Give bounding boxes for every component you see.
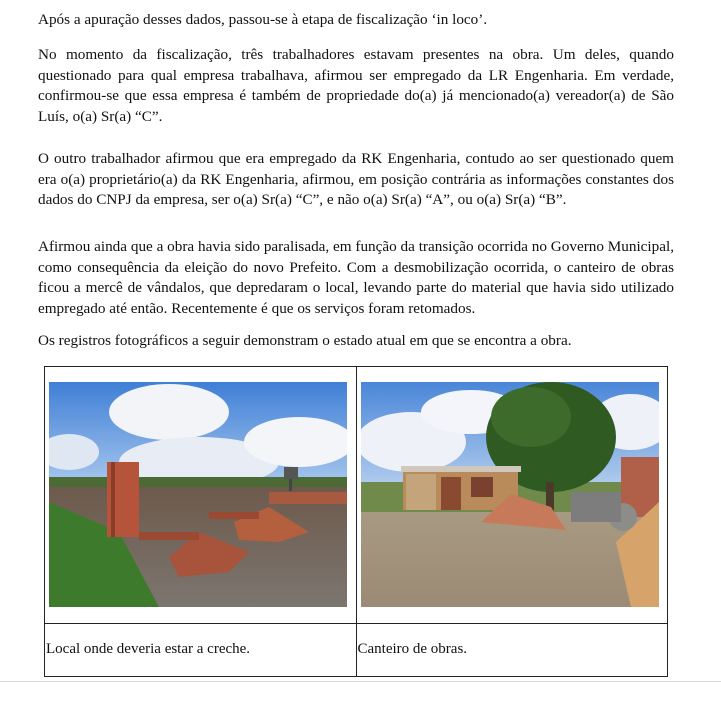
paragraph-work-stoppage: Afirmou ainda que a obra havia sido paralisada, em função da transição ocorrida no Governo Municipal, como consequência da eleição do novo Prefeito. Com a desmobilização ocorrida, o canteiro de obras ficou a mercê de vândalos, que depredaram o local, levando parte do material que havia sido utilizado empregado até então. Recentemente é que os serviços foram retomados. xyxy=(38,238,674,317)
photo-cell xyxy=(45,367,357,624)
viewer-background xyxy=(0,682,721,721)
paragraph-inspection-intro: Após a apuração desses dados, passou-se à etapa de fiscalização ‘in loco’. xyxy=(38,11,488,28)
photo-construction-site xyxy=(361,382,659,607)
construction-site-image xyxy=(361,382,659,607)
caption-cell xyxy=(45,623,357,676)
photo-caption-construction-site: Canteiro de obras. xyxy=(357,641,468,658)
photo-caption-demolished-site: Local onde deveria estar a creche. xyxy=(46,641,251,658)
paragraph-photo-intro: Os registros fotográficos a seguir demonstram o estado atual em que se encontra a obra. xyxy=(38,332,572,349)
paragraph-second-worker: O outro trabalhador afirmou que era empregado da RK Engenharia, contudo ao ser questionado quem era o(a) proprietário(a) da RK Engenharia, afirmou, em posição contrária as informações constantes dos dados do CNPJ da empresa, ser o(a) Sr(a) “C”, e não o(a) Sr(a) “A”, ou o(a) Sr(a) “B”. xyxy=(38,150,674,208)
demolished-site-image xyxy=(49,382,347,607)
photo-demolished-site xyxy=(49,382,347,607)
photo-table xyxy=(44,366,668,677)
caption-cell xyxy=(356,623,668,676)
paragraph-first-worker: No momento da fiscalização, três trabalhadores estavam presentes na obra. Um deles, quando questionado para qual empresa trabalhava, afirmou ser empregado da LR Engenharia. Em verdade, confirmou-se que essa empresa é também de propriedade do(a) já mencionado(a) vereador(a) de São Luís, o(a) Sr(a) “C”. xyxy=(38,46,674,125)
photo-cell xyxy=(356,367,668,624)
